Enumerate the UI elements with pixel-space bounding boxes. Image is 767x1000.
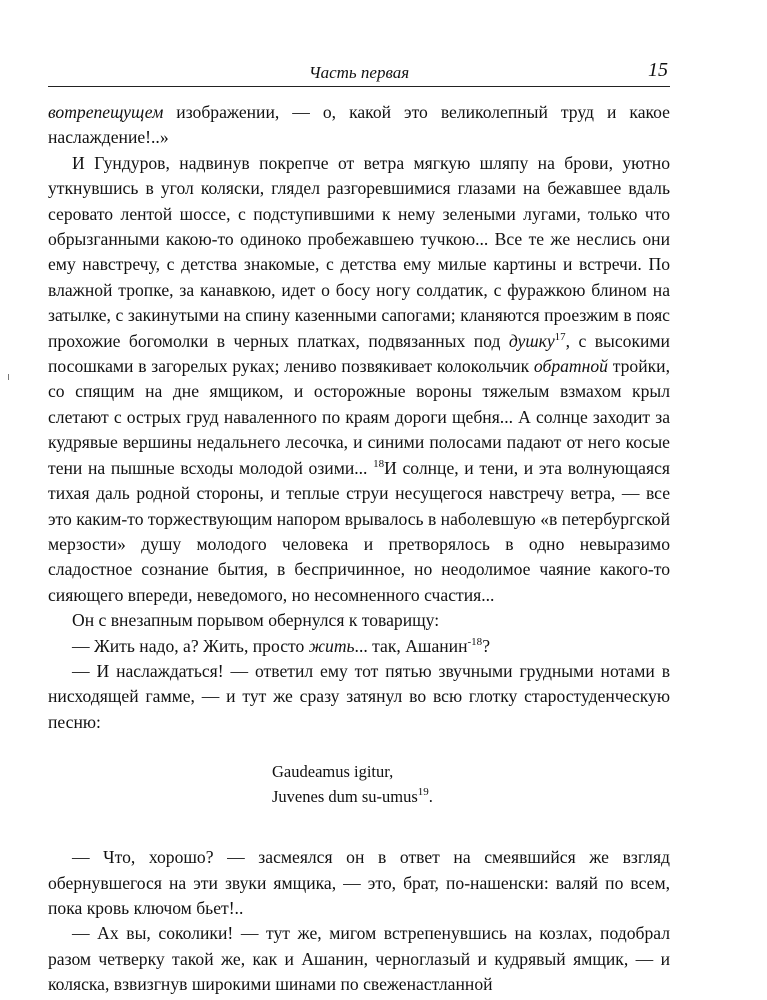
text-run: И солнце, и тени, и эта волнующаяся тихая даль родной стороны, и теплые струи несущегося навстречу ветра, — все это каким-то торжествующим напором врывалось в наболевшую «в петербургской мерзости» душу молодого человека и претворялось в одно невыразимо сладостное сознание бытия, в беспричинное, но неодолимое чаяние какого-то сияющего впереди, неведомого, но несомненного счастия... (48, 457, 670, 605)
emphasis-text: душку (508, 330, 555, 351)
book-page (48, 0, 670, 1000)
paragraph (48, 151, 670, 608)
verse-line: Gaudeamus igitur, (272, 762, 394, 782)
paragraph (48, 921, 670, 997)
paragraph (48, 659, 670, 735)
emphasis-text: вотрепещущем (48, 102, 164, 122)
text-run: — Жить надо, а? Жить, просто (72, 635, 309, 656)
paragraph (48, 100, 670, 151)
text-run: — Ах вы, соколики! — тут же, мигом встрепенувшись на козлах, подобрал разом четверку такой же, как и Ашанин, черноглазый и кудрявый ямщик, — и коляска, взвизгнув широкими шинами по свеженастланной (48, 923, 670, 995)
paragraph (48, 608, 670, 633)
emphasis-text: жить (308, 635, 355, 656)
text-run: Он с внезапным порывом обернулся к товарищу: (72, 610, 440, 631)
text-block-before-verse (48, 100, 670, 735)
text-run: тройки, со спящим на дне ямщиком, и осторожные вороны тяжелым взмахом крыл слетают с острых груд наваленного по краям дороги щебня... А солнце заходит за кудрявые вершины недальнего лесочка, и синими полосами падают от него косые тени на пышные всходы молодой озими... (48, 356, 670, 478)
text-run: изображении, — о, какой это великолепный труд и какое наслаждение!..» (48, 102, 670, 148)
text-run: , с высокими посошками в загорелых руках; лениво позвякивает колокольчик (48, 330, 670, 377)
section-title: Часть первая (308, 63, 410, 82)
footnote-ref: 19 (417, 786, 429, 799)
footnote-ref: 17 (554, 330, 566, 343)
verse-line-end: . (428, 787, 433, 807)
footnote-ref: 18 (373, 457, 385, 470)
footnote-ref: -18 (467, 635, 483, 648)
verse-line-text: Juvenes dum su-umus (272, 787, 418, 807)
verse-line (272, 784, 670, 809)
paragraph (48, 845, 670, 921)
text-block-after-verse (48, 845, 670, 997)
text-run: — Что, хорошо? — засмеялся он в ответ на смеявшийся же взгляд обернувшегося на эти звуки ямщика, — это, брат, по-нашенски: валяй по всем, пока кровь ключом бьет!.. (48, 847, 670, 918)
text-run: — И наслаждаться! — ответил ему тот пятью звучными грудными нотами в нисходящей гамме, — и тут же сразу затянул во всю глотку старостуденческую песню: (48, 660, 670, 732)
verse-block (272, 759, 670, 809)
text-run: И Гундуров, надвинув покрепче от ветра мягкую шляпу на брови, уютно уткнувшись в угол коляски, глядел разгоревшимися глазами на бежавшее вдаль серовато лентой шоссе, с подступившими к нему зелеными лугами, только что обрызганными какою-то одиноко пробежавшею тучкою... Все те же неслись они ему навстречу, с детства знакомые, с детства ему милые картины и встречи. По влажной тропке, за канавкою, идет о босу ногу солдатик, с фуражкою блином на затылке, с закинутыми на спину казенными сапогами; кланяются проезжим в пояс прохожие богомолки в черных платках, подвязанных под (48, 152, 670, 351)
scan-mark (8, 374, 9, 380)
page-number: 15 (648, 59, 668, 81)
running-header (48, 56, 670, 87)
main-text (48, 100, 670, 998)
emphasis-text: обратной (533, 356, 608, 377)
paragraph (48, 634, 670, 659)
text-run: ? (482, 635, 490, 656)
text-run: ... так, Ашанин (354, 635, 468, 656)
